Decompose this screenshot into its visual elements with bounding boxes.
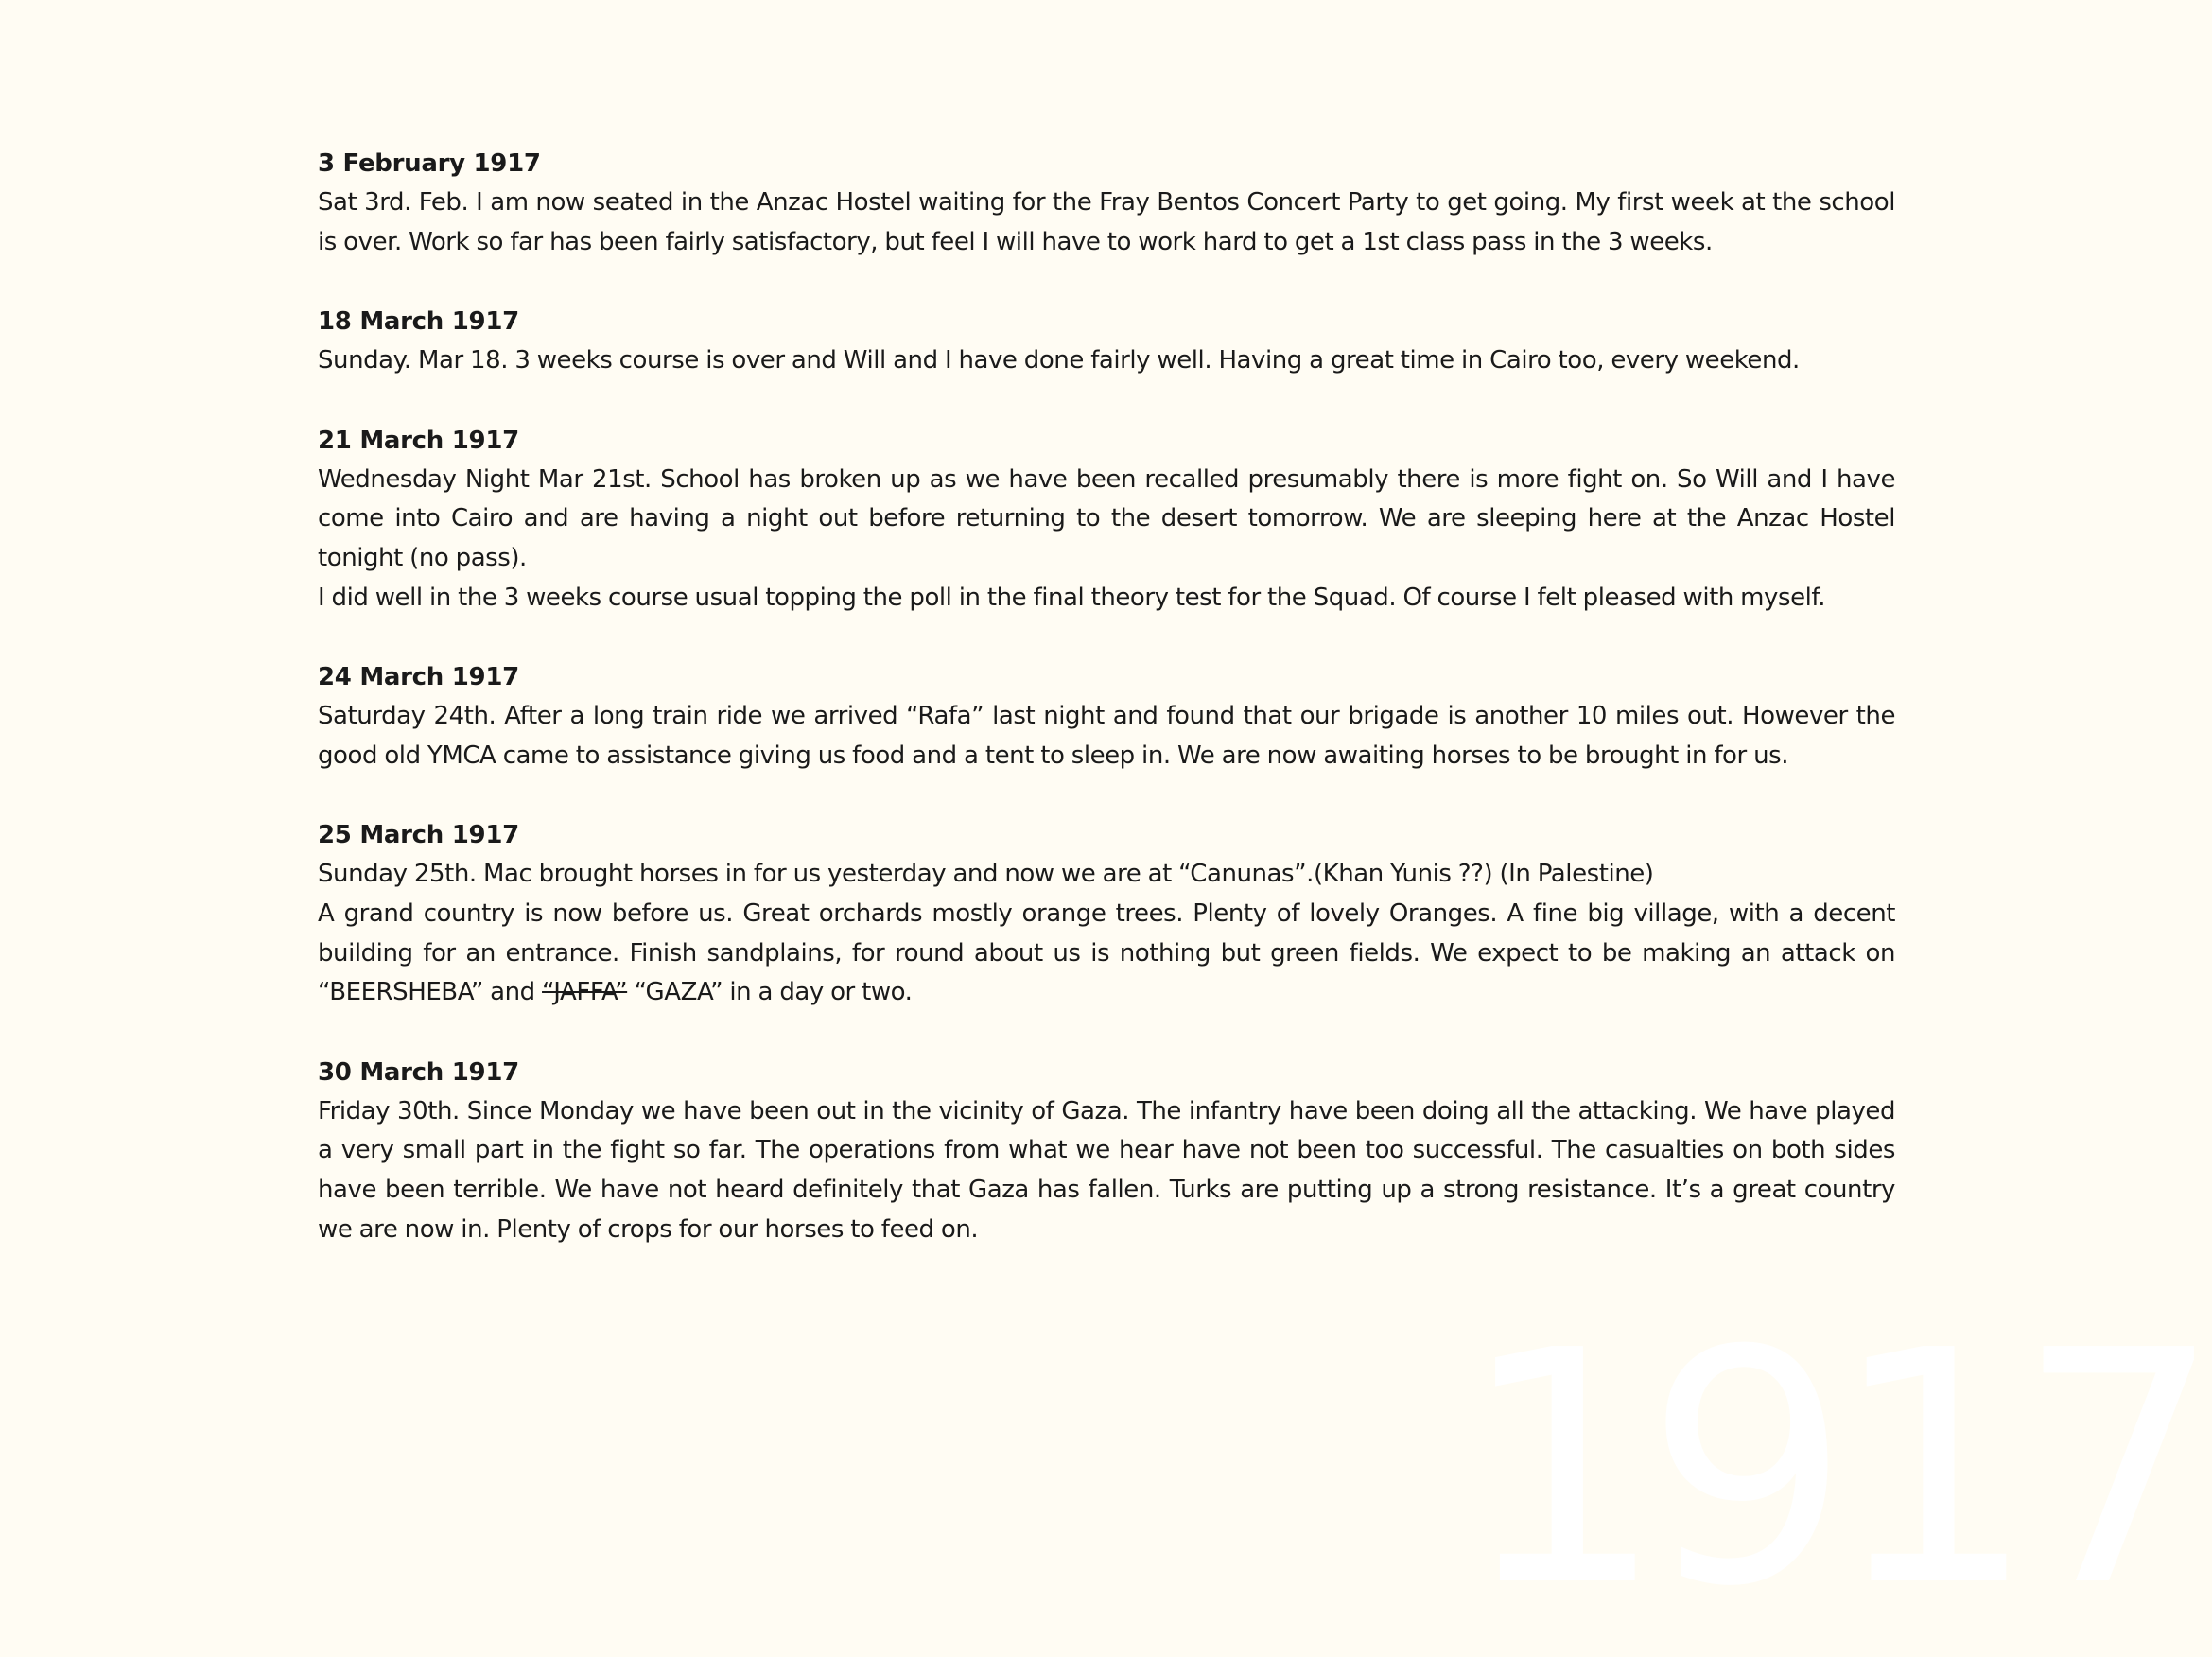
diary-entry-24-mar: [318, 657, 1895, 776]
diary-entry-21-mar: [318, 421, 1895, 618]
entry-text: A grand country is now before us. Great orchards mostly orange trees. Plenty of lovely Oranges. A fine big village, with a decent building for an entrance. Finish sandplains, for round about us is nothing but green fields. We expect to be making an attack on “BEERSHEBA” and: [318, 898, 1895, 1007]
year-watermark: 1917: [1459, 1282, 2203, 1657]
entry-date: 30 March 1917: [318, 1057, 519, 1087]
entry-body: [318, 855, 1895, 1012]
entry-date: 18 March 1917: [318, 307, 519, 337]
diary-entry-3-feb: [318, 144, 1895, 262]
entry-date: 3 February 1917: [318, 149, 541, 178]
entry-date: 21 March 1917: [318, 426, 519, 455]
entry-body: [318, 697, 1895, 776]
struck-text: “JAFFA”: [542, 978, 628, 1007]
entry-paragraph: Friday 30th. Since Monday we have been out in the vicinity of Gaza. The infantry have been doing all the attacking. We have played a very small part in the fight so far. The operations from what we hear have not been too successful. The casualties on both sides have been terrible. We have not heard definitely that Gaza has fallen. Turks are putting up a strong resistance. It’s a great country we are now in. Plenty of crops for our horses to feed on.: [318, 1096, 1895, 1244]
entry-body: [318, 341, 1895, 381]
diary-page: [318, 144, 1895, 1289]
entry-body: [318, 1092, 1895, 1249]
diary-entry-25-mar: [318, 815, 1895, 1012]
entry-date: 24 March 1917: [318, 663, 519, 692]
diary-entry-18-mar: [318, 302, 1895, 381]
entry-body: [318, 461, 1895, 618]
entry-paragraph: [318, 895, 1895, 1013]
entry-date: 25 March 1917: [318, 821, 519, 850]
entry-paragraph: I did well in the 3 weeks course usual topping the poll in the final theory test for the Squad. Of course I felt pleased with myself.: [318, 583, 1826, 612]
entry-paragraph: Wednesday Night Mar 21st. School has broken up as we have been recalled presumably there is more fight on. So Will and I have come into Cairo and are having a night out before returning to the desert tomorrow. We are sleeping here at the Anzac Hostel tonight (no pass).: [318, 464, 1895, 572]
entry-body: [318, 183, 1895, 262]
entry-paragraph: Saturday 24th. After a long train ride we arrived “Rafa” last night and found that our brigade is another 10 miles out. However the good old YMCA came to assistance giving us food and a tent to sleep in. We are now awaiting horses to be brought in for us.: [318, 702, 1895, 770]
entry-paragraph: Sunday 25th. Mac brought horses in for us yesterday and now we are at “Canunas”.(Khan Yunis ??) (In Palestine): [318, 860, 1654, 889]
entry-paragraph: Sat 3rd. Feb. I am now seated in the Anzac Hostel waiting for the Fray Bentos Concert Party to get going. My first week at the school is over. Work so far has been fairly satisfactory, but feel I will have to work hard to get a 1st class pass in the 3 weeks.: [318, 188, 1895, 256]
entry-text: “GAZA” in a day or two.: [627, 978, 913, 1007]
diary-entry-30-mar: [318, 1053, 1895, 1249]
entry-paragraph: Sunday. Mar 18. 3 weeks course is over and Will and I have done fairly well. Having a great time in Cairo too, every weekend.: [318, 346, 1800, 375]
